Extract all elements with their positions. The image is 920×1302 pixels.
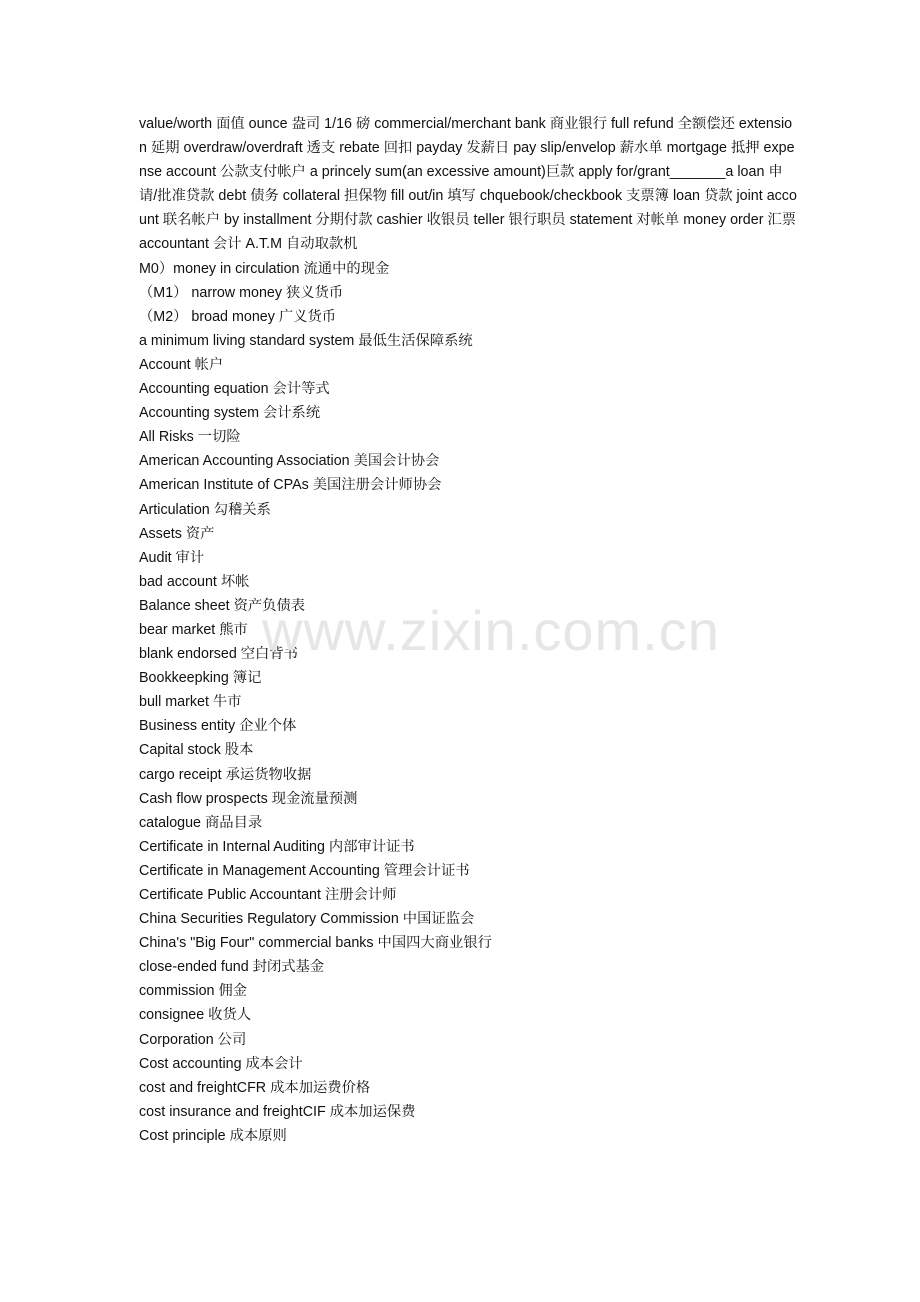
- glossary-entry: Corporation 公司: [139, 1031, 247, 1048]
- glossary-entry: （M2） broad money 广义货币: [139, 308, 337, 325]
- document-body: [139, 112, 799, 1148]
- glossary-entry: Assets 资产: [139, 525, 215, 542]
- glossary-list: [139, 257, 799, 1148]
- glossary-entry: American Institute of CPAs 美国注册会计师协会: [139, 477, 442, 494]
- glossary-entry: Cash flow prospects 现金流量预测: [139, 790, 358, 807]
- glossary-entry: catalogue 商品目录: [139, 814, 263, 831]
- glossary-entry: Accounting equation 会计等式: [139, 381, 330, 398]
- glossary-entry: close-ended fund 封闭式基金: [139, 959, 325, 976]
- glossary-entry: Business entity 企业个体: [139, 718, 297, 735]
- glossary-entry: Accounting system 会计系统: [139, 405, 321, 422]
- glossary-entry: cost insurance and freightCIF 成本加运保费: [139, 1103, 416, 1120]
- glossary-entry: bear market 熊市: [139, 621, 248, 638]
- glossary-entry: bad account 坏帐: [139, 573, 250, 590]
- glossary-entry: Audit 审计: [139, 549, 205, 566]
- glossary-entry: Certificate in Internal Auditing 内部审计证书: [139, 838, 415, 855]
- glossary-entry: Bookkeepking 簿记: [139, 670, 262, 687]
- glossary-entry: Cost principle 成本原则: [139, 1127, 287, 1144]
- intro-paragraph: value/worth 面值 ounce 盎司 1/16 磅 commercial/merchant bank 商业银行 full refund 全额偿还 extension 延期 overdraw/overdraft 透支 rebate 回扣 payday 发薪日 pay slip/envelop 薪水单 mortgage 抵押 expense account 公款支付帐户 a princely sum(an excessive amount)巨款 apply for/grant_______a loan 申请/批准贷款 debt 债务 collateral 担保物 fill out/in 填写 chquebook/checkbook 支票簿 loan 贷款 joint account 联名帐户 by installment 分期付款 cashier 收银员 teller 银行职员 statement 对帐单 money order 汇票 accountant 会计 A.T.M 自动取款机: [139, 116, 797, 253]
- glossary-entry: Balance sheet 资产负债表: [139, 597, 306, 614]
- watermark: www.zixin.com.cn: [262, 599, 720, 662]
- glossary-entry: bull market 牛市: [139, 694, 242, 711]
- glossary-entry: Cost accounting 成本会计: [139, 1055, 303, 1072]
- glossary-entry: Articulation 勾稽关系: [139, 501, 271, 518]
- glossary-entry: a minimum living standard system 最低生活保障系统: [139, 332, 473, 349]
- glossary-entry: China Securities Regulatory Commission 中国证监会: [139, 911, 475, 928]
- glossary-entry: cost and freightCFR 成本加运费价格: [139, 1079, 371, 1096]
- glossary-entry: Certificate Public Accountant 注册会计师: [139, 887, 397, 903]
- glossary-entry: commission 佣金: [139, 983, 248, 1000]
- glossary-entry: China's "Big Four" commercial banks 中国四大商业银行: [139, 935, 492, 952]
- glossary-entry: All Risks 一切险: [139, 429, 241, 446]
- glossary-entry: American Accounting Association 美国会计协会: [139, 453, 440, 470]
- glossary-entry: Capital stock 股本: [139, 742, 254, 759]
- glossary-entry: M0）money in circulation 流通中的现金: [139, 260, 390, 277]
- glossary-entry: consignee 收货人: [139, 1007, 252, 1024]
- glossary-entry: cargo receipt 承运货物收据: [139, 766, 312, 783]
- glossary-entry: Account 帐户: [139, 356, 224, 373]
- glossary-entry: blank endorsed 空白背书: [139, 646, 298, 663]
- glossary-entry: （M1） narrow money 狭义货币: [139, 284, 344, 301]
- glossary-entry: Certificate in Management Accounting 管理会计证书: [139, 862, 470, 879]
